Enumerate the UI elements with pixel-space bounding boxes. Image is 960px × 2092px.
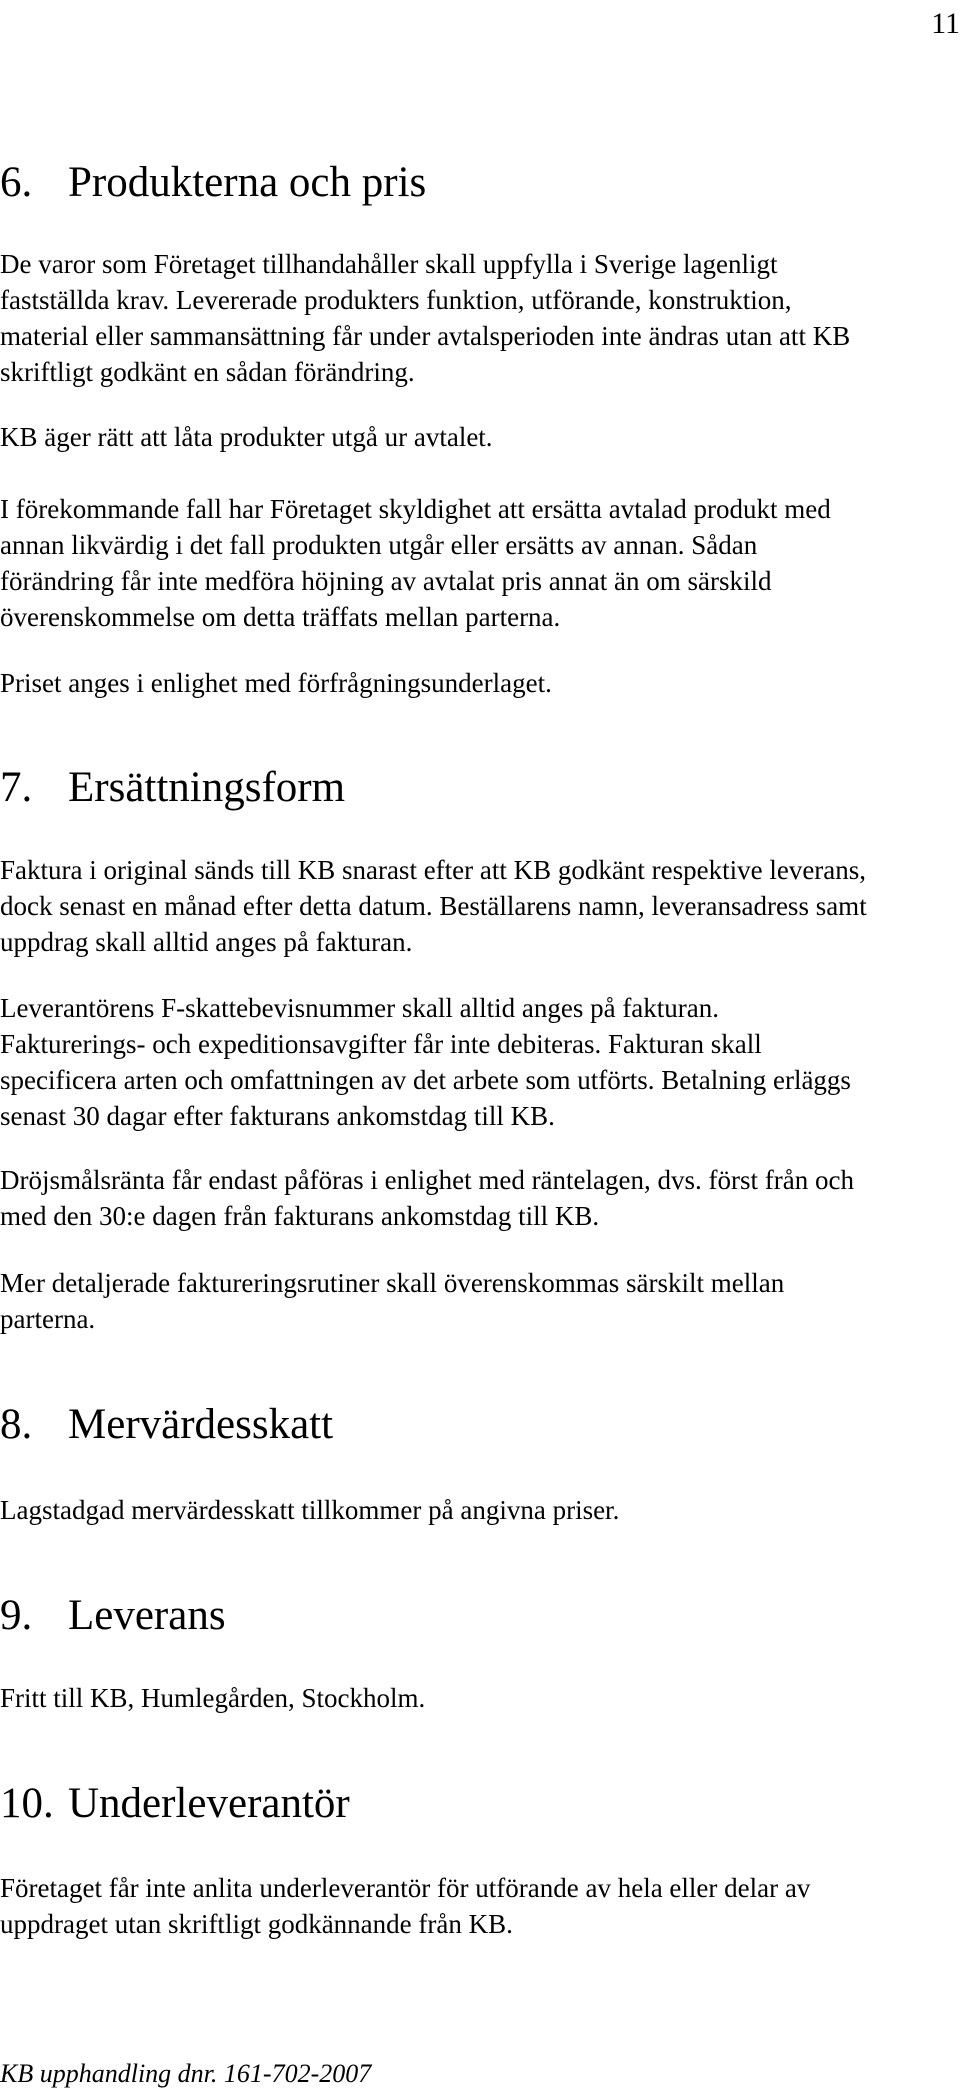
paragraph: De varor som Företaget tillhandahåller skall uppfylla i Sverige lagenligt fastställda krav. Levererade produkters funktion, utförande, konstruktion, material eller sammansättning får under avtalsperioden inte ändras utan att KB skriftligt godkänt en sådan förändring. (0, 249, 851, 387)
section-number: 7. (0, 764, 33, 811)
section-heading-6 (0, 157, 426, 209)
paragraph: Företaget får inte anlita underleverantör för utförande av hela eller delar av uppdraget utan skriftligt godkännande från KB. (0, 1873, 811, 1939)
section-title: Ersättningsform (68, 764, 346, 811)
section-number: 10. (0, 1780, 54, 1827)
section-title: Leverans (68, 1592, 226, 1639)
section-title: Produkterna och pris (68, 159, 427, 206)
section-title: Mervärdesskatt (68, 1401, 334, 1448)
paragraph: Priset anges i enlighet med förfrågningsunderlaget. (0, 668, 552, 698)
page-number: 11 (931, 7, 960, 40)
paragraph: Faktura i original sänds till KB snarast efter att KB godkänt respektive leverans, dock senast en månad efter detta datum. Beställarens namn, leveransadress samt uppdrag skall alltid anges på fakturan. (0, 855, 867, 957)
paragraph: I förekommande fall har Företaget skyldighet att ersätta avtalad produkt med annan likvärdig i det fall produkten utgår eller ersätts av annan. Sådan förändring får inte medföra höjning av avtalat pris annat än om särskild överenskommelse om detta träffats mellan parterna. (0, 494, 831, 632)
paragraph: Leverantörens F-skattebevisnummer skall alltid anges på fakturan. Fakturerings- och expeditionsavgifter får inte debiteras. Fakturan skall specificera arten och omfattningen av det arbete som utförts. Betalning erläggs senast 30 dagar efter fakturans ankomstdag till KB. (0, 993, 851, 1131)
paragraph: Mer detaljerade faktureringsrutiner skall överenskommas särskilt mellan parterna. (0, 1268, 785, 1334)
section-heading-8 (0, 1399, 333, 1451)
paragraph: Fritt till KB, Humlegården, Stockholm. (0, 1683, 426, 1713)
paragraph: Dröjsmålsränta får endast påföras i enlighet med räntelagen, dvs. först från och med den 30:e dagen från fakturans ankomstdag till KB. (0, 1165, 854, 1231)
section-heading-7 (0, 762, 345, 814)
paragraph: Lagstadgad mervärdesskatt tillkommer på angivna priser. (0, 1495, 620, 1525)
section-number: 9. (0, 1592, 33, 1639)
section-number: 8. (0, 1401, 33, 1448)
section-heading-10 (0, 1778, 350, 1830)
section-number: 6. (0, 159, 33, 206)
footer: KB upphandling dnr. 161-702-2007 (0, 2059, 372, 2088)
section-title: Underleverantör (68, 1780, 350, 1827)
paragraph: KB äger rätt att låta produkter utgå ur avtalet. (0, 422, 493, 452)
section-heading-9 (0, 1590, 226, 1642)
